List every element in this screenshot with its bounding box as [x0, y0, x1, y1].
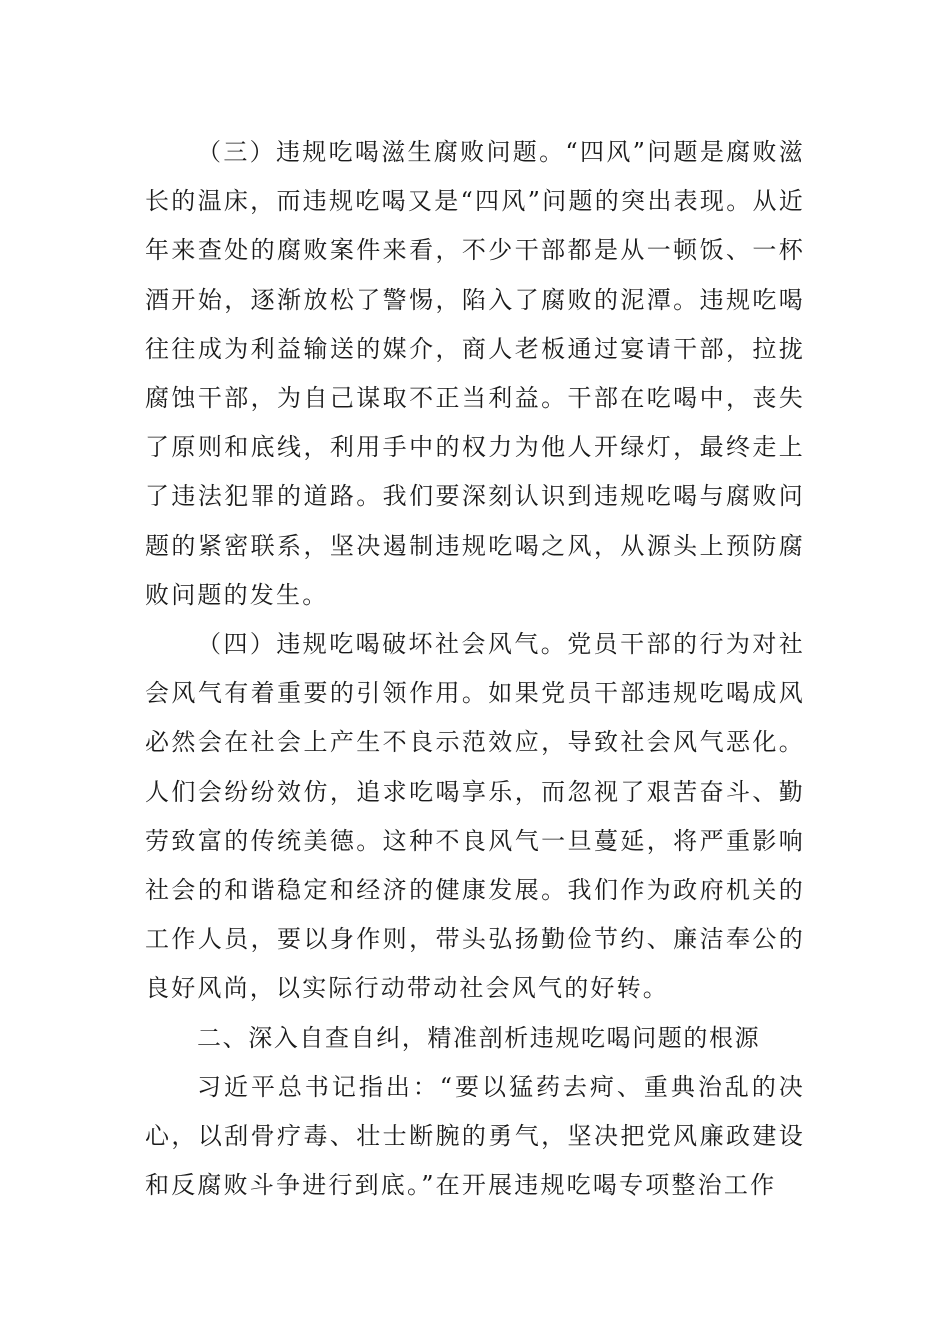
document-body [145, 128, 805, 1210]
paragraph-section-three: （三）违规吃喝滋生腐败问题。“四风”问题是腐败滋长的温床，而违规吃喝又是“四风”问题的突出表现。从近年来查处的腐败案件来看，不少干部都是从一顿饭、一杯酒开始，逐渐放松了警惕，陷入了腐败的泥潭。违规吃喝往往成为利益输送的媒介，商人老板通过宴请干部，拉拢腐蚀干部，为自己谋取不正当利益。干部在吃喝中，丧失了原则和底线，利用手中的权力为他人开绿灯，最终走上了违法犯罪的道路。我们要深刻认识到违规吃喝与腐败问题的紧密联系，坚决遏制违规吃喝之风，从源头上预防腐败问题的发生。 [145, 138, 805, 609]
paragraph-quote: 习近平总书记指出：“要以猛药去疴、重典治乱的决心，以刮骨疗毒、壮士断腕的勇气，坚决把党风廉政建设和反腐败斗争进行到底。”在开展违规吃喝专项整治工作 [145, 1072, 805, 1200]
section-heading-two: 二、深入自查自纠，精准剖析违规吃喝问题的根源 [197, 1023, 761, 1052]
paragraph-section-four: （四）违规吃喝破坏社会风气。党员干部的行为对社会风气有着重要的引领作用。如果党员干部违规吃喝成风必然会在社会上产生不良示范效应，导致社会风气恶化。人们会纷纷效仿，追求吃喝享乐，而忽视了艰苦奋斗、勤劳致富的传统美德。这种不良风气一旦蔓延，将严重影响社会的和谐稳定和经济的健康发展。我们作为政府机关的工作人员，要以身作则，带头弘扬勤俭节约、廉洁奉公的良好风尚，以实际行动带动社会风气的好转。 [145, 630, 805, 1003]
